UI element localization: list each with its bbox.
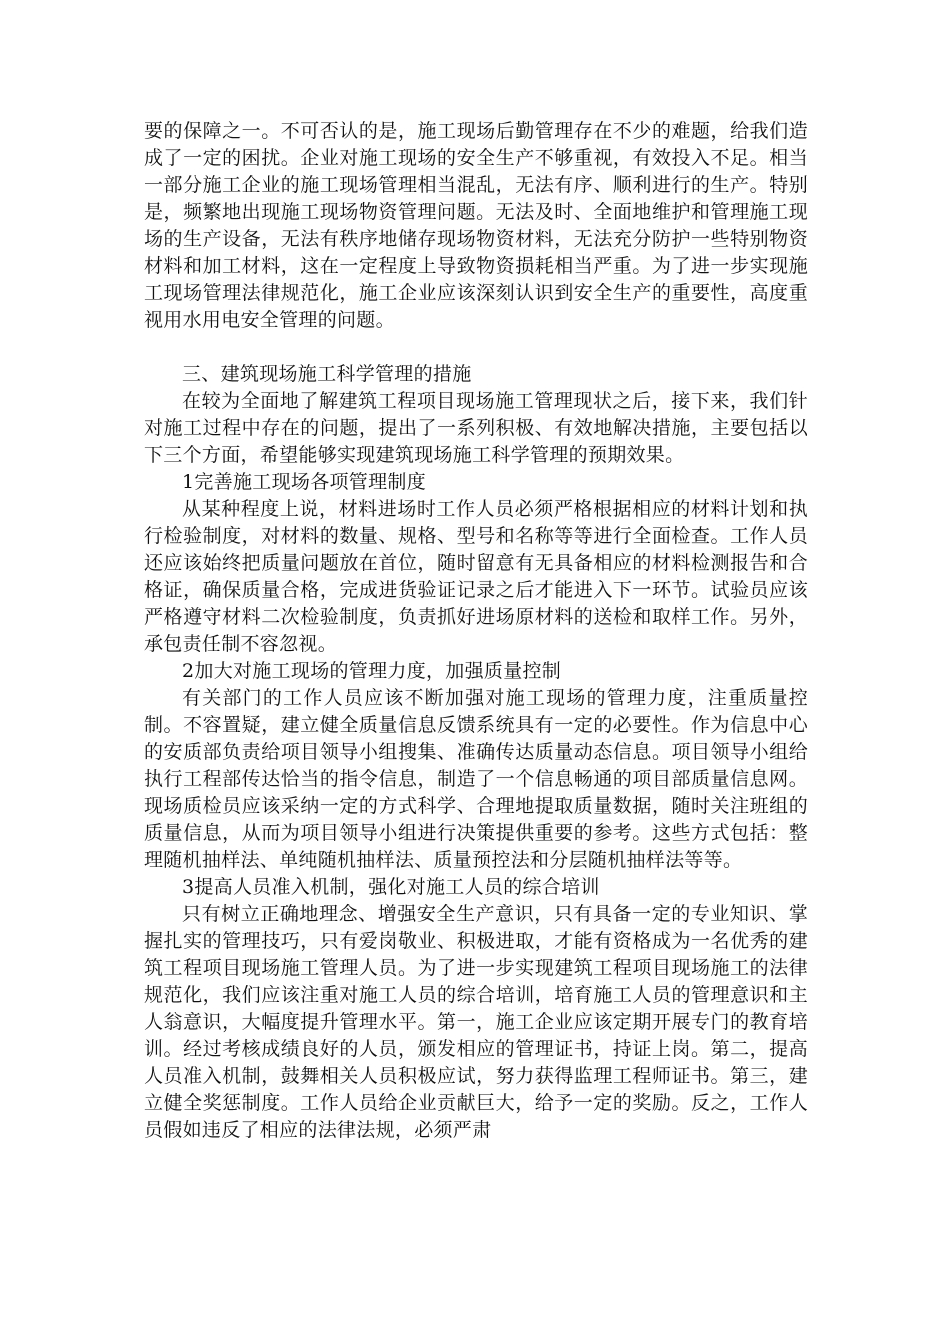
paragraph-section-3-intro: 在较为全面地了解建筑工程项目现场施工管理现状之后，接下来，我们针对施工过程中存在的问题，提出了一系列积极、有效地解决措施，主要包括以下三个方面，希望能够实现建筑现场施工科学管理的预期效果。	[144, 390, 808, 466]
paragraph-subsection-1: 从某种程度上说，材料进场时工作人员必须严格根据相应的材料计划和执行检验制度，对材料的数量、规格、型号和名称等等进行全面检查。工作人员还应该始终把质量问题放在首位，随时留意有无具备相应的材料检测报告和合格证，确保质量合格，完成进货验证记录之后才能进入下一环节。试验员应该严格遵守材料二次检验制度，负责抓好进场原材料的送检和取样工作。另外，承包责任制不容忽视。	[144, 498, 808, 655]
subheading-2: 2加大对施工现场的管理力度，加强质量控制	[182, 660, 562, 682]
paragraph-subsection-2: 有关部门的工作人员应该不断加强对施工现场的管理力度，注重质量控制。不容置疑，建立健全质量信息反馈系统具有一定的必要性。作为信息中心的安质部负责给项目领导小组搜集、准确传达质量动态信息。项目领导小组给执行工程部传达恰当的指令信息，制造了一个信息畅通的项目部质量信息网。现场质检员应该采纳一定的方式科学、合理地提取质量数据，随时关注班组的质量信息，从而为项目领导小组进行决策提供重要的参考。这些方式包括：整理随机抽样法、单纯随机抽样法、质量预控法和分层随机抽样法等等。	[144, 687, 808, 871]
paragraph-intro-continuation: 要的保障之一。不可否认的是，施工现场后勤管理存在不少的难题，给我们造成了一定的困扰。企业对施工现场的安全生产不够重视，有效投入不足。相当一部分施工企业的施工现场管理相当混乱，无法有序、顺利进行的生产。特别是，频繁地出现施工现场物资管理问题。无法及时、全面地维护和管理施工现场的生产设备，无法有秩序地储存现场物资材料，无法充分防护一些特别物资材料和加工材料，这在一定程度上导致物资损耗相当严重。为了进一步实现施工现场管理法律规范化，施工企业应该深刻认识到安全生产的重要性，高度重视用水用电安全管理的问题。	[144, 120, 808, 331]
subheading-1: 1完善施工现场各项管理制度	[182, 471, 426, 493]
document-page	[144, 118, 808, 1144]
section-heading-3: 三、建筑现场施工科学管理的措施	[182, 363, 472, 385]
paragraph-subsection-3: 只有树立正确地理念、增强安全生产意识，只有具备一定的专业知识、掌握扎实的管理技巧，只有爱岗敬业、积极进取，才能有资格成为一名优秀的建筑工程项目现场施工管理人员。为了进一步实现建筑工程项目现场施工的法律规范化，我们应该注重对施工人员的综合培训，培育施工人员的管理意识和主人翁意识，大幅度提升管理水平。第一，施工企业应该定期开展专门的教育培训。经过考核成绩良好的人员，颁发相应的管理证书，持证上岗。第二，提高人员准入机制，鼓舞相关人员积极应试，努力获得监理工程师证书。第三，建立健全奖惩制度。工作人员给企业贡献巨大，给予一定的奖励。反之，工作人员假如违反了相应的法律法规，必须严肃	[144, 903, 808, 1141]
subheading-3: 3提高人员准入机制，强化对施工人员的综合培训	[182, 876, 600, 898]
blank-line	[144, 334, 808, 361]
